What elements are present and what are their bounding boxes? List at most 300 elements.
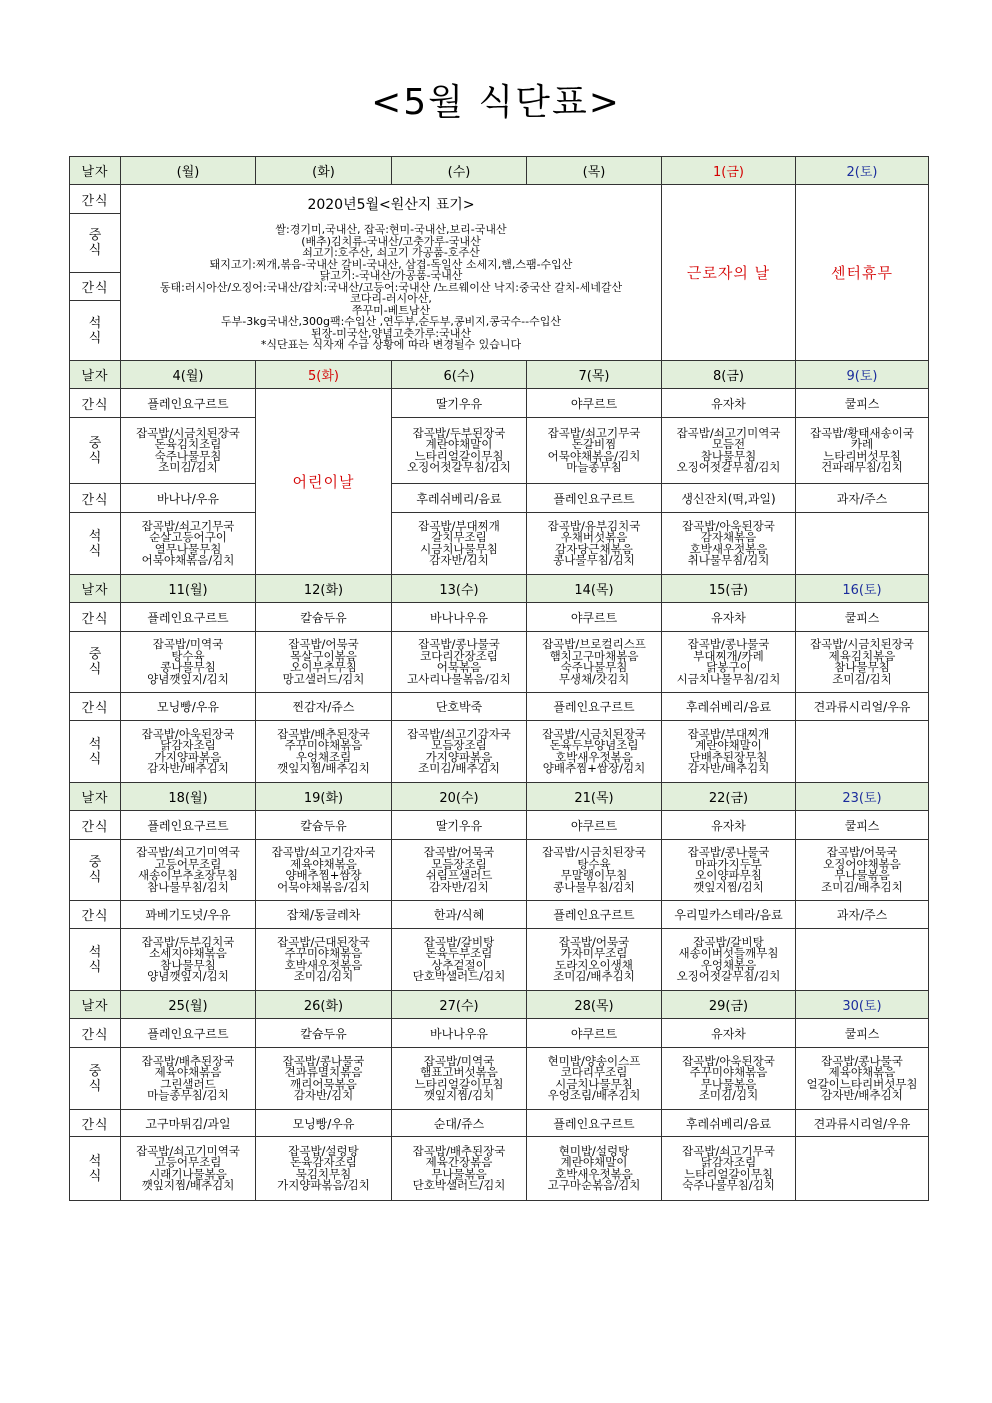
menu-item: 햄치고구마채볶음: [549, 648, 639, 663]
menu-item: 오징어젓갈무침/김치: [407, 460, 511, 474]
menu-item: 잡곡밥/쇠고기무국: [547, 425, 641, 440]
menu-item: 숙주나물무침: [560, 660, 628, 674]
lunch-cell: [796, 632, 929, 693]
date-cell: 12(화): [256, 575, 392, 603]
date-cell: 7(목): [527, 361, 662, 389]
dinner-cell-empty: [796, 1137, 929, 1201]
menu-item: 잡곡밥/시금치된장국: [136, 425, 240, 440]
menu-item: 잡곡밥/미역국: [152, 637, 224, 651]
origin-line: 두부-3kg국내산,300g팩:수입산 ,연두부,순두부,콩비지,콩국수--수입산: [221, 315, 561, 329]
menu-item: 잡곡밥/시금치된장국: [810, 637, 914, 651]
dinner-cell: [392, 929, 527, 991]
snack-cell: 바나나우유: [392, 603, 527, 632]
menu-item: 모듬장조림: [431, 738, 487, 752]
menu-item: 잡곡밥/배추된장국: [141, 1053, 235, 1068]
dinner-cell: [256, 929, 392, 991]
menu-item: 목살구이볶음: [290, 648, 357, 663]
menu-item: 조미김/배추김치: [418, 761, 500, 775]
dinner-label: [70, 301, 121, 361]
lunch-cell: [121, 1048, 256, 1110]
menu-item: 오징어젓갈무침/김치: [676, 460, 781, 474]
lunch-cell: [662, 632, 796, 693]
snack-cell: 모닝빵/우유: [121, 693, 256, 721]
lunch-cell: [527, 632, 662, 693]
snack-cell: 견과류시리얼/우유: [796, 1110, 929, 1137]
menu-item: 감자반/김치: [429, 879, 489, 894]
date-cell: 8(금): [662, 361, 796, 389]
menu-item: 망고샐러드/김치: [282, 671, 365, 686]
menu-item: 느타리버섯무침: [823, 448, 901, 463]
menu-item: 감자반/배추김치: [821, 1088, 903, 1102]
snack-cell: 쿨피스: [796, 603, 929, 632]
menu-item: 잡곡밥/배추된장국: [277, 726, 370, 741]
menu-item: 무생채/갓김치: [558, 671, 630, 686]
menu-item: 잡곡밥/아욱된장국: [682, 1053, 775, 1068]
snack-cell: 후레쉬베리/음료: [662, 1110, 796, 1137]
date-row-week4: [70, 783, 929, 811]
menu-item: 깨리어묵볶음: [290, 1076, 357, 1091]
snack-cell: 야쿠르트: [527, 389, 662, 418]
date-cell: (월): [121, 157, 256, 185]
center-closed-note: 센터휴무: [796, 185, 929, 361]
menu-item: 잡곡밥/쇠고기미역국: [136, 1143, 240, 1158]
snack-cell: 플레인요구르트: [527, 693, 662, 721]
menu-item: 취나물무침/김치: [687, 553, 770, 567]
lunch-cell: [527, 840, 662, 901]
menu-item: 잡곡밥/두부된장국: [412, 425, 506, 440]
menu-item: 감자채볶음: [700, 530, 757, 544]
origin-line: 된장-미국산,양념고춧가루:국내산: [311, 326, 471, 340]
menu-item: 깻잎지찜/김치: [423, 1088, 495, 1102]
menu-item: 잡곡밥/브로컬리스프: [542, 637, 646, 651]
menu-item: 조미김/배추김치: [553, 969, 635, 983]
menu-item: 오이부추무침: [290, 660, 357, 674]
menu-item: 돈육감자조림: [290, 1155, 357, 1169]
menu-item: 새송이버섯들깨무침: [678, 946, 779, 960]
lunch-label-text: 중식: [88, 1063, 102, 1094]
date-row-week5: [70, 991, 929, 1019]
menu-item: 양배추찜+쌈장: [285, 868, 362, 882]
menu-item: 양배추찜+쌈장/김치: [542, 761, 646, 775]
dinner-cell-empty: [796, 929, 929, 991]
menu-item: 깻잎지찜/배추김치: [141, 1178, 235, 1192]
date-cell: 15(금): [662, 575, 796, 603]
origin-line: *식단표는 식자재 수급 상황에 따라 변경될수 있습니다: [260, 338, 522, 352]
snack-cell: 쿨피스: [796, 811, 929, 840]
date-label: 날자: [70, 783, 121, 811]
origin-notice: [121, 185, 662, 361]
menu-item: 잡곡밥/두부김치국: [141, 934, 235, 949]
dinner-label: [70, 1137, 121, 1201]
menu-item: 오징어젓갈무침/김치: [676, 969, 781, 983]
snack-cell: 야쿠르트: [527, 603, 662, 632]
menu-item: 조미김/배추김치: [821, 879, 903, 894]
dinner-cell: [121, 513, 256, 575]
menu-item: 잡곡밥/갈비탕: [423, 934, 495, 949]
origin-line: 닭고기:-국내산/가공품-국내산: [319, 269, 463, 283]
menu-item: 시금치나물무침: [555, 1076, 633, 1091]
menu-item: 닭감자조림: [700, 1155, 757, 1169]
menu-item: 잡곡밥/쇠고기무국: [141, 518, 235, 533]
dinner-label: [70, 513, 121, 575]
origin-line: 코다리-러시아산,: [350, 292, 432, 306]
lunch-cell: [662, 840, 796, 901]
menu-item: 돈육김치조림: [154, 437, 222, 451]
dinner-cell: [662, 1137, 796, 1201]
dinner-cell-empty: [796, 721, 929, 783]
lunch-cell: [662, 1048, 796, 1110]
lunch-label: [70, 632, 121, 693]
menu-item: 느타리얼갈이무침: [414, 1076, 504, 1091]
date-row-week3: [70, 575, 929, 603]
menu-item: 돈육두부조림: [425, 946, 493, 960]
date-cell: 28(목): [527, 991, 662, 1019]
dinner-cell: [662, 513, 796, 575]
snack-cell: 유자차: [662, 1019, 796, 1048]
lunch-label-text: 중식: [88, 647, 102, 677]
lunch-label: [70, 214, 121, 273]
lunch-cell: [256, 1048, 392, 1110]
menu-item: 열무나물무침: [154, 541, 222, 556]
origin-notice-header: 2020년5월<원산지 표기>: [307, 197, 475, 214]
snack-cell: 쿨피스: [796, 389, 929, 418]
dinner-cell: [392, 1137, 527, 1201]
menu-item: 주꾸미야채볶음: [689, 1065, 768, 1079]
lunch-cell: [796, 1048, 929, 1110]
menu-item: 호박새우젓볶음: [284, 957, 363, 972]
lunch-cell: [392, 1048, 527, 1110]
snack-label: 간식: [70, 273, 121, 301]
snack-cell: 칼슘두유: [256, 1019, 392, 1048]
menu-item: 감자반/배추김치: [687, 761, 770, 775]
menu-item: 잡곡밥/황태새송이국: [810, 425, 914, 440]
menu-item: 잡곡밥/갈비탕: [693, 934, 764, 949]
menu-item: 잡곡밥/근대된장국: [277, 934, 370, 949]
meal-schedule-table: [69, 156, 929, 1201]
menu-item: 잡곡밥/시금치된장국: [542, 845, 646, 859]
menu-item: 시래기나물볶음: [149, 1166, 227, 1181]
snack-label: 간식: [70, 1110, 121, 1137]
snack-cell: 쿨피스: [796, 1019, 929, 1048]
snack-cell: 순대/쥬스: [392, 1110, 527, 1137]
menu-item: 우채버섯볶음: [560, 530, 628, 544]
snack-cell: 플레인요구르트: [527, 901, 662, 929]
menu-item: 호박새우젓볶음: [555, 1166, 633, 1181]
dinner-label-text: 석식: [88, 944, 102, 975]
menu-item: 잡곡밥/쇠고기무국: [682, 1143, 775, 1158]
date-cell: 27(수): [392, 991, 527, 1019]
lunch-cell: [662, 418, 796, 484]
snack-cell: 플레인요구르트: [121, 603, 256, 632]
menu-item: 제육야채볶음: [290, 856, 357, 871]
menu-item: 잡곡밥/어묵국: [558, 934, 630, 949]
lunch-cell: [796, 840, 929, 901]
date-cell-holiday: 5(화): [256, 361, 392, 389]
menu-item: 잡곡밥/쇠고기미역국: [136, 845, 240, 859]
dinner-cell: [527, 721, 662, 783]
menu-item: 상추겉절이: [431, 957, 487, 972]
dinner-cell: [121, 1137, 256, 1201]
menu-item: 잡곡밥/어묵국: [423, 845, 495, 859]
menu-item: 무나물볶음: [431, 1166, 487, 1181]
menu-item: 어묵야채볶음/김치: [141, 553, 235, 567]
menu-item: 조미김/김치: [293, 969, 354, 983]
menu-item: 잡곡밥/콩나물국: [282, 1053, 365, 1068]
menu-item: 순살고등어구이: [149, 530, 227, 544]
menu-item: 제육김치볶음: [828, 648, 896, 663]
snack-cell: 유자차: [662, 389, 796, 418]
menu-item: 코다리간장조림: [420, 648, 498, 663]
menu-item: 조미김/김치: [832, 671, 892, 686]
menu-item: 계란야채말이: [695, 738, 762, 752]
menu-item: 느타리얼갈이무침: [414, 448, 504, 463]
date-cell: 22(금): [662, 783, 796, 811]
snack-cell: 유자차: [662, 811, 796, 840]
date-row-week2: [70, 361, 929, 389]
menu-item: 그린샐러드: [160, 1076, 216, 1091]
snack-cell: 과자/주스: [796, 484, 929, 513]
dinner-cell: [256, 1137, 392, 1201]
lunch-label-text: 중식: [88, 228, 102, 258]
date-label: 날자: [70, 361, 121, 389]
lunch-label: [70, 1048, 121, 1110]
menu-item: 건파래무침/김치: [821, 460, 903, 474]
menu-item: 호박새우젓볶음: [689, 541, 768, 556]
snack-cell: 꽈베기도넛/우유: [121, 901, 256, 929]
menu-item: 소세지야채볶음: [149, 946, 227, 960]
menu-item: 잡곡밥/쇠고기감자국: [407, 726, 511, 741]
snack-label: 간식: [70, 389, 121, 418]
menu-item: 시금치나물무침: [420, 541, 498, 556]
menu-item: 햄표고버섯볶음: [420, 1065, 498, 1079]
menu-item: 감자반/김치: [429, 553, 489, 567]
lunch-cell: [527, 1048, 662, 1110]
lunch-label: [70, 840, 121, 901]
date-label: 날자: [70, 991, 121, 1019]
snack-cell: 플레인요구르트: [121, 1019, 256, 1048]
snack-cell: 유자차: [662, 603, 796, 632]
snack-cell: 우리밀카스테라/음료: [662, 901, 796, 929]
snack-cell: 과자/주스: [796, 901, 929, 929]
menu-item: 무나물볶음: [700, 1076, 757, 1091]
menu-item: 마파가지두부: [695, 856, 762, 871]
date-cell-holiday: 1(금): [662, 157, 796, 185]
date-cell: 19(화): [256, 783, 392, 811]
snack-cell: 잡채/동글레차: [256, 901, 392, 929]
date-cell: 25(월): [121, 991, 256, 1019]
dinner-label-text: 석식: [88, 528, 102, 559]
date-label: 날자: [70, 157, 121, 185]
menu-item: 현미밥/설렁탕: [558, 1143, 630, 1158]
date-cell: (화): [256, 157, 392, 185]
dinner-label-text: 석식: [88, 315, 102, 346]
menu-item: 탕수육: [577, 856, 611, 871]
date-cell-saturday: 30(토): [796, 991, 929, 1019]
menu-item: 깻잎지찜/김치: [693, 879, 764, 894]
menu-item: 고등어무조림: [154, 856, 222, 871]
date-row-week1: [70, 157, 929, 185]
menu-item: 호박새우젓볶음: [555, 749, 633, 764]
lunch-cell: [121, 418, 256, 484]
menu-item: 잡곡밥/배추된장국: [412, 1143, 506, 1158]
lunch-cell: [527, 418, 662, 484]
snack-cell: 야쿠르트: [527, 1019, 662, 1048]
snack-label: 간식: [70, 811, 121, 840]
menu-item: 참나물무침/김치: [147, 879, 229, 894]
menu-item: 콩나물무침: [160, 660, 216, 674]
menu-item: 닭감자조림: [160, 738, 216, 752]
menu-item: 새송이부추초장무침: [138, 868, 238, 882]
dinner-label: [70, 929, 121, 991]
menu-item: 참나물무침: [834, 660, 890, 674]
date-cell: 20(수): [392, 783, 527, 811]
menu-item: 무말랭이무침: [560, 868, 628, 882]
snack-label: 간식: [70, 693, 121, 721]
menu-item: 양념깻잎지/김치: [147, 969, 229, 983]
menu-item: 잡곡밥/아욱된장국: [682, 518, 775, 533]
lunch-cell: [392, 632, 527, 693]
date-cell: 18(월): [121, 783, 256, 811]
menu-item: 참나물무침: [160, 957, 216, 972]
menu-item: 숙주나물무침/김치: [682, 1178, 775, 1192]
menu-item: 잡곡밥/유부김치국: [547, 518, 641, 533]
menu-item: 코다리무조림: [560, 1065, 628, 1079]
menu-item: 잡곡밥/미역국: [423, 1053, 495, 1068]
menu-item: 고사리나물볶음/김치: [407, 671, 511, 686]
menu-item: 콩나물무침/김치: [553, 879, 635, 894]
dinner-cell: [121, 929, 256, 991]
menu-item: 마늘종무침/김치: [147, 1088, 229, 1102]
snack-cell: 바나나우유: [392, 1019, 527, 1048]
dinner-label-text: 석식: [88, 736, 102, 767]
date-cell: 29(금): [662, 991, 796, 1019]
date-cell-saturday: 9(토): [796, 361, 929, 389]
menu-item: 느타리얼갈이무침: [684, 1166, 773, 1181]
menu-item: 잡곡밥/어묵국: [288, 637, 359, 651]
menu-item: 단호박샐러드/김치: [412, 1178, 506, 1192]
menu-item: 감자반/김치: [293, 1088, 354, 1102]
menu-item: 고구마순볶음/김치: [547, 1178, 641, 1192]
menu-item: 어묵야채볶음/김치: [547, 448, 641, 463]
childrens-day-note: 어린이날: [256, 389, 392, 575]
lunch-label-text: 중식: [88, 855, 102, 885]
snack-cell: 야쿠르트: [527, 811, 662, 840]
menu-item: 계란야채말이: [560, 1155, 628, 1169]
snack-cell: 플레인요구르트: [527, 1110, 662, 1137]
menu-item: 잡곡밥/콩나물국: [687, 637, 770, 651]
dinner-cell: [121, 721, 256, 783]
lunch-cell: [796, 418, 929, 484]
date-cell: (수): [392, 157, 527, 185]
page-title: <5월 식단표>: [371, 82, 621, 123]
lunch-label: [70, 418, 121, 484]
menu-item: 묵김치무침: [295, 1166, 352, 1181]
snack-cell: 칼슘두유: [256, 603, 392, 632]
menu-item: 현미밥/양송이스프: [547, 1053, 641, 1068]
date-cell-saturday: 16(토): [796, 575, 929, 603]
menu-item: 가지양파볶음: [154, 749, 222, 764]
menu-item: 어묵볶음: [436, 660, 482, 674]
snack-cell: 한과/식혜: [392, 901, 527, 929]
dinner-cell: [527, 929, 662, 991]
menu-item: 조미김/김치: [698, 1088, 759, 1102]
dinner-cell: [392, 513, 527, 575]
menu-item: 단호박샐러드/김치: [412, 969, 506, 983]
menu-item: 잡곡밥/콩나물국: [418, 637, 500, 651]
snack-cell: 플레인요구르트: [121, 811, 256, 840]
snack-cell: 칼슘두유: [256, 811, 392, 840]
lunch-label-text: 중식: [88, 435, 102, 466]
snack-cell: 딸기우유: [392, 389, 527, 418]
date-cell-saturday: 2(토): [796, 157, 929, 185]
lunch-cell: [256, 632, 392, 693]
menu-item: 우엉조림/배추김치: [547, 1088, 641, 1102]
dinner-cell: [527, 513, 662, 575]
menu-item: 시금치나물무침/김치: [676, 671, 781, 686]
menu-item: 견과류멸치볶음: [284, 1065, 363, 1079]
menu-item: 모듬장조림: [431, 856, 487, 871]
lunch-cell: [392, 840, 527, 901]
date-cell: (목): [527, 157, 662, 185]
menu-item: 숙주나물무침: [154, 448, 222, 463]
menu-item: 잡곡밥/부대찌개: [418, 518, 500, 533]
date-cell: 4(월): [121, 361, 256, 389]
menu-item: 돈갈비찜: [571, 437, 617, 451]
dinner-cell: [662, 929, 796, 991]
menu-item: 무나물볶음: [834, 868, 890, 882]
snack-cell: 후레쉬베리/음료: [662, 693, 796, 721]
menu-item: 고등어무조림: [154, 1155, 222, 1169]
snack-cell: 모닝빵/우유: [256, 1110, 392, 1137]
menu-item: 콩나물무침/김치: [553, 553, 635, 567]
date-cell-saturday: 23(토): [796, 783, 929, 811]
menu-item: 우엉채조림: [295, 749, 352, 764]
snack-label: 간식: [70, 603, 121, 632]
snack-cell: 플레인요구르트: [121, 389, 256, 418]
menu-item: 잡곡밥/부대찌개: [687, 726, 770, 741]
snack-cell: 딸기우유: [392, 811, 527, 840]
menu-item: 우엉채볶음: [700, 957, 757, 972]
snack-cell: 찐감자/쥬스: [256, 693, 392, 721]
origin-line: 쭈꾸미-베트남산: [351, 303, 431, 317]
dinner-cell: [392, 721, 527, 783]
snack-cell: 견과류시리얼/우유: [796, 693, 929, 721]
menu-item: 오징어야채볶음: [823, 856, 901, 871]
menu-item: 돈육두부양념조림: [549, 738, 639, 752]
menu-item: 마늘종무침: [566, 460, 622, 474]
menu-item: 도라지오이생채: [555, 957, 633, 972]
menu-item: 잡곡밥/콩나물국: [687, 845, 770, 859]
menu-item: 잡곡밥/쇠고기미역국: [676, 425, 781, 440]
menu-item: 카레: [850, 437, 874, 451]
dinner-label-text: 석식: [88, 1153, 102, 1184]
menu-item: 제육야채볶음: [154, 1065, 222, 1079]
origin-line: 돼지고기:찌개,볶음-국내산 갈비-국내산, 삼겹-독일산 소세지,햄,스팸-수입산: [209, 257, 573, 271]
menu-item: 잡곡밥/시금치된장국: [542, 726, 646, 741]
menu-item: 오이양파무침: [695, 868, 762, 882]
date-cell: 14(목): [527, 575, 662, 603]
date-cell: 26(화): [256, 991, 392, 1019]
menu-item: 조미김/김치: [158, 460, 218, 474]
menu-item: 모듬전: [711, 437, 746, 451]
origin-line: (배추)김치류-국내산/고춧가루-국내산: [301, 234, 481, 248]
lunch-cell: [392, 418, 527, 484]
menu-item: 가지양파볶음/김치: [277, 1178, 370, 1192]
workers-day-note: 근로자의 날: [662, 185, 796, 361]
menu-item: 갈치무조림: [431, 530, 487, 544]
menu-item: 제육야채볶음: [828, 1065, 896, 1079]
dinner-cell: [527, 1137, 662, 1201]
